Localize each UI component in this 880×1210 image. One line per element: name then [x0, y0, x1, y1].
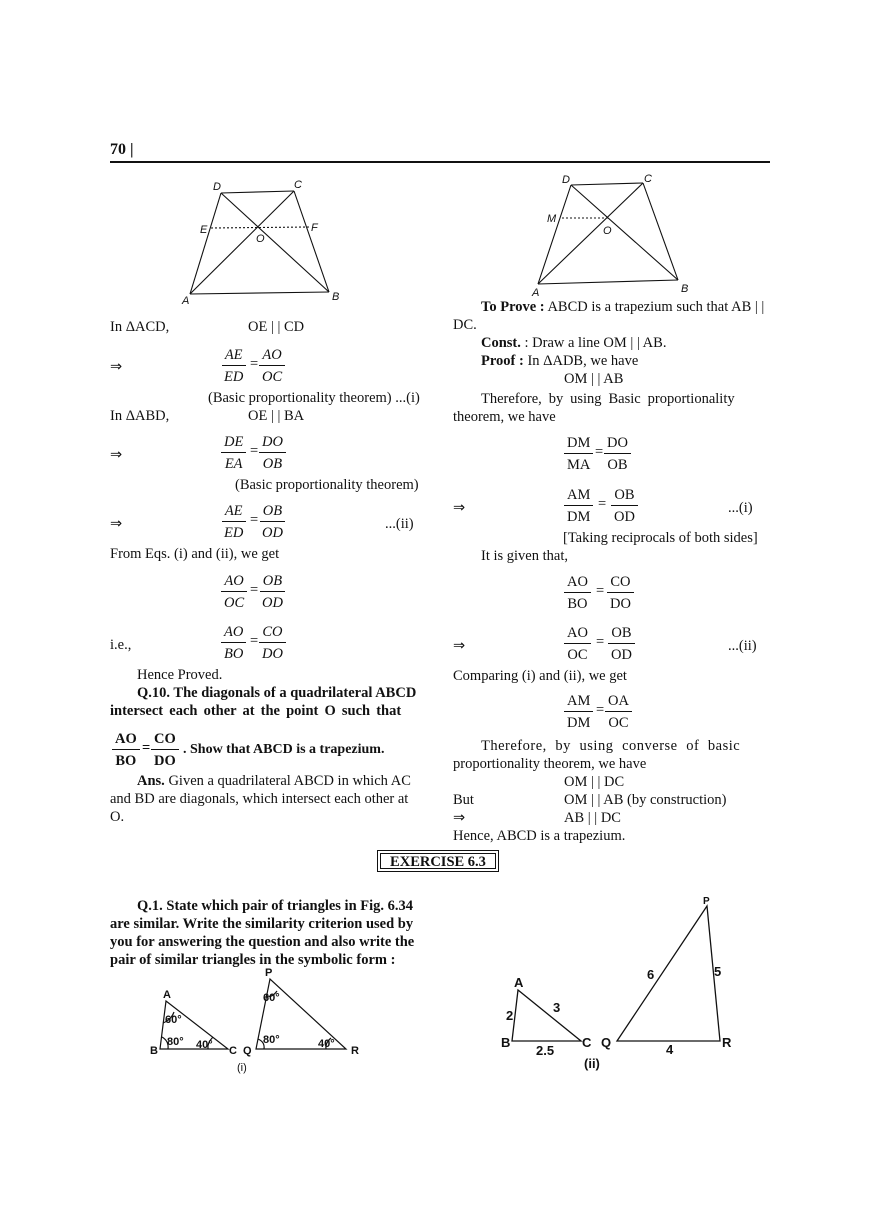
left-line-acd-relation: OE | | CD: [248, 319, 305, 335]
ie-text: i.e.,: [110, 637, 132, 653]
fraction-den: DM: [567, 715, 591, 731]
proof-label: Proof :: [481, 353, 524, 369]
fraction-den: ED: [224, 369, 244, 385]
fraction: [259, 572, 286, 612]
fig-ii-label-c: C: [582, 1035, 592, 1050]
q1-line-2: are similar. Write the similarity criterion used by: [110, 916, 414, 932]
fig-right-label-c: C: [644, 173, 652, 185]
but-text: But: [453, 792, 474, 808]
implies-arrow: ⇒: [453, 810, 466, 826]
fraction: [611, 486, 638, 526]
equation-tag-ii-right: ...(ii): [728, 638, 757, 654]
fraction: [221, 502, 246, 542]
fig-ii-label-a: A: [514, 975, 524, 990]
comparing-text: Comparing (i) and (ii), we get: [453, 668, 627, 684]
to-prove-label: To Prove :: [481, 299, 545, 315]
fraction-num: DO: [604, 434, 631, 454]
fraction: [607, 573, 634, 613]
reciprocal-note: [Taking reciprocals of both sides]: [563, 530, 758, 546]
fig-i-angle-p: 60°: [263, 992, 280, 1004]
fraction-den: OD: [262, 525, 283, 541]
equals-sign: =: [250, 443, 259, 459]
answer-label: Ans.: [137, 773, 165, 789]
left-line-acd-label: In ΔACD,: [110, 319, 170, 335]
equals-sign: =: [595, 444, 604, 460]
om-parallel-ab-construction: OM | | AB (by construction): [564, 792, 727, 808]
q1-line-4: pair of similar triangles in the symbolic form :: [110, 952, 396, 968]
q1-line-3: you for answering the question and also write the: [110, 934, 415, 950]
fig-i-label-r: R: [351, 1045, 359, 1057]
q10-line-1: Q.10. The diagonals of a quadrilateral ABCD: [137, 685, 417, 701]
fig-i-angle-c: 40°: [196, 1039, 213, 1051]
fig-i-label-a: A: [163, 989, 171, 1001]
fig-ii-caption: (ii): [584, 1056, 600, 1071]
fraction-num: AM: [564, 486, 593, 506]
fraction-num: OB: [611, 486, 637, 506]
fraction-num: AE: [222, 502, 246, 522]
left-line-abd-label: In ΔABD,: [110, 408, 170, 424]
fig-ii-side-pq: 6: [647, 967, 655, 982]
answer-line-3: O.: [110, 809, 125, 825]
fraction-num: AO: [564, 624, 591, 644]
exercise-heading: EXERCISE 6.3: [380, 853, 496, 869]
fraction-num: AO: [564, 573, 591, 593]
fig-ii-side-ac: 3: [553, 1000, 561, 1015]
fraction-num: DM: [564, 434, 593, 454]
answer-line-1: [137, 772, 411, 790]
equals-sign: =: [250, 633, 259, 649]
from-eqs-text: From Eqs. (i) and (ii), we get: [110, 546, 280, 562]
proof-text: In ΔADB, we have: [523, 353, 639, 369]
equals-sign: =: [596, 583, 605, 599]
fraction-den: OB: [607, 457, 628, 473]
fig-right-label-d: D: [562, 174, 570, 186]
fraction-den: OD: [614, 509, 635, 525]
fraction-num: CO: [259, 623, 285, 643]
implies-arrow: ⇒: [453, 500, 466, 516]
to-prove-line: [481, 298, 764, 316]
fraction-den: DM: [567, 509, 591, 525]
figure-triangles-i: [145, 965, 370, 1077]
fig-left-label-b: B: [332, 291, 340, 303]
hence-proved: Hence Proved.: [137, 667, 223, 683]
fraction: [564, 434, 593, 474]
fraction-num: OB: [260, 572, 285, 592]
fraction-num: AO: [112, 730, 140, 750]
equals-sign: =: [250, 356, 259, 372]
q10-line-2: intersect each other at the point O such that: [110, 703, 402, 719]
fraction-num: CO: [151, 730, 179, 750]
const-label: Const.: [481, 335, 521, 351]
fraction-den: OD: [262, 595, 283, 611]
fraction-num: OA: [605, 692, 632, 712]
page-number: 70: [110, 141, 126, 158]
fig-i-angle-q: 80°: [263, 1034, 280, 1046]
proof-line: [481, 352, 638, 370]
fig-left-label-a: A: [182, 295, 190, 307]
fraction-den: BO: [224, 646, 244, 662]
fig-ii-label-p: P: [703, 896, 710, 907]
equals-sign: =: [598, 496, 607, 512]
fraction: [221, 572, 247, 612]
fraction-den: BO: [567, 596, 588, 612]
fraction-num: AE: [222, 346, 246, 366]
fraction-num: OB: [260, 502, 285, 522]
implies-arrow: ⇒: [110, 447, 123, 463]
fig-ii-label-b: B: [501, 1035, 511, 1050]
construction-line: [481, 334, 666, 352]
fraction-num: AM: [564, 692, 593, 712]
fig-i-label-p: P: [265, 967, 273, 979]
fraction-den: OC: [224, 595, 245, 611]
fig-right-label-o: O: [603, 225, 612, 237]
fraction: [564, 624, 591, 664]
q10-tail: . Show that ABCD is a trapezium.: [183, 742, 385, 757]
ab-parallel-dc: AB | | DC: [564, 810, 621, 826]
fraction: [221, 346, 246, 386]
const-text: : Draw a line OM | | AB.: [520, 335, 667, 351]
fig-ii-side-pr: 5: [714, 964, 722, 979]
fraction-den: DO: [154, 753, 176, 769]
fraction-num: OB: [608, 624, 634, 644]
fraction: [564, 692, 593, 732]
fraction-num: AO: [259, 346, 284, 366]
fraction-num: CO: [607, 573, 633, 593]
fig-left-label-d: D: [213, 181, 221, 193]
fig-right-label-a: A: [532, 287, 540, 299]
equals-sign: =: [596, 702, 605, 718]
therefore-line-1a: Therefore, by using Basic proportionality: [481, 391, 735, 407]
fraction-num: DO: [259, 433, 286, 453]
fraction: [259, 623, 286, 663]
therefore-line-2a: Therefore, by using converse of basic: [481, 738, 741, 754]
fig-i-label-c: C: [229, 1045, 237, 1057]
q10-fraction: [151, 730, 179, 770]
fraction-den: DO: [610, 596, 631, 612]
note-basic-proportionality: (Basic proportionality theorem): [235, 477, 419, 493]
fraction: [259, 502, 286, 542]
fraction-den: ED: [224, 525, 244, 541]
fraction-den: OB: [262, 456, 283, 472]
fig-left-label-f: F: [311, 222, 318, 234]
fraction-num: DE: [221, 433, 246, 453]
figure-trapezium-right: [528, 170, 698, 300]
equals-sign: =: [596, 634, 605, 650]
equals-sign: =: [250, 582, 259, 598]
exercise-heading-box: [377, 850, 499, 872]
fig-left-label-e: E: [200, 224, 208, 236]
fraction: [221, 433, 246, 473]
fraction-num: AO: [221, 623, 246, 643]
om-parallel-ab: OM | | AB: [564, 371, 624, 387]
figure-triangles-ii: [498, 895, 743, 1075]
fraction-den: OD: [611, 647, 632, 663]
fraction: [605, 692, 632, 732]
om-parallel-dc: OM | | DC: [564, 774, 625, 790]
fraction-den: MA: [567, 457, 591, 473]
implies-arrow: ⇒: [110, 359, 123, 375]
page-number-label: 70 |: [110, 141, 134, 158]
q1-line-1: Q.1. State which pair of triangles in Fig. 6.34: [137, 898, 414, 914]
fig-right-label-b: B: [681, 283, 689, 295]
fig-i-label-q: Q: [243, 1045, 252, 1057]
to-prove-line-2: DC.: [453, 317, 477, 333]
fraction: [564, 486, 593, 526]
fraction-num: AO: [221, 572, 246, 592]
equation-tag-ii: ...(ii): [385, 516, 414, 532]
fig-left-label-o: O: [256, 233, 265, 245]
fraction: [259, 346, 285, 386]
left-line-abd-relation: OE | | BA: [248, 408, 305, 424]
q10-fraction: [112, 730, 140, 770]
equals-sign: =: [250, 512, 259, 528]
implies-arrow: ⇒: [110, 516, 123, 532]
to-prove-text: ABCD is a trapezium such that AB | |: [544, 299, 765, 315]
conclusion-text: Hence, ABCD is a trapezium.: [453, 828, 626, 844]
fig-i-angle-r: 40°: [318, 1038, 335, 1050]
fraction: [259, 433, 286, 473]
equals-sign: =: [142, 740, 151, 756]
fig-ii-side-ab: 2: [506, 1008, 514, 1023]
fig-right-label-m: M: [547, 213, 557, 225]
answer-line-2: and BD are diagonals, which intersect each other at: [110, 791, 409, 807]
note-basic-proportionality-i: (Basic proportionality theorem) ...(i): [208, 390, 420, 406]
fraction-den: OC: [262, 369, 283, 385]
fraction: [604, 434, 631, 474]
fraction: [221, 623, 246, 663]
equation-tag-i: ...(i): [728, 500, 753, 516]
fraction-den: OC: [567, 647, 588, 663]
fig-ii-label-r: R: [722, 1035, 732, 1050]
given-text: It is given that,: [481, 548, 568, 564]
implies-arrow: ⇒: [453, 638, 466, 654]
fig-i-angle-b: 80°: [167, 1036, 184, 1048]
fraction: [608, 624, 635, 664]
answer-text-1: Given a quadrilateral ABCD in which AC: [164, 773, 411, 789]
fig-ii-label-q: Q: [601, 1035, 612, 1050]
fig-i-caption: (i): [237, 1062, 247, 1074]
figure-trapezium-left: [178, 176, 348, 308]
fraction-den: EA: [224, 456, 243, 472]
fraction-den: DO: [262, 646, 283, 662]
fig-ii-side-qr: 4: [666, 1042, 674, 1057]
therefore-line-1b: theorem, we have: [453, 409, 556, 425]
therefore-line-2b: proportionality theorem, we have: [453, 756, 647, 772]
fig-i-angle-a: 60°: [165, 1014, 182, 1026]
fraction: [564, 573, 591, 613]
fig-i-label-b: B: [150, 1045, 158, 1057]
header-rule: [110, 161, 770, 163]
fraction-den: OC: [608, 715, 629, 731]
fraction-den: BO: [115, 753, 137, 769]
fig-left-label-c: C: [294, 179, 302, 191]
fig-ii-side-bc: 2.5: [536, 1043, 555, 1058]
